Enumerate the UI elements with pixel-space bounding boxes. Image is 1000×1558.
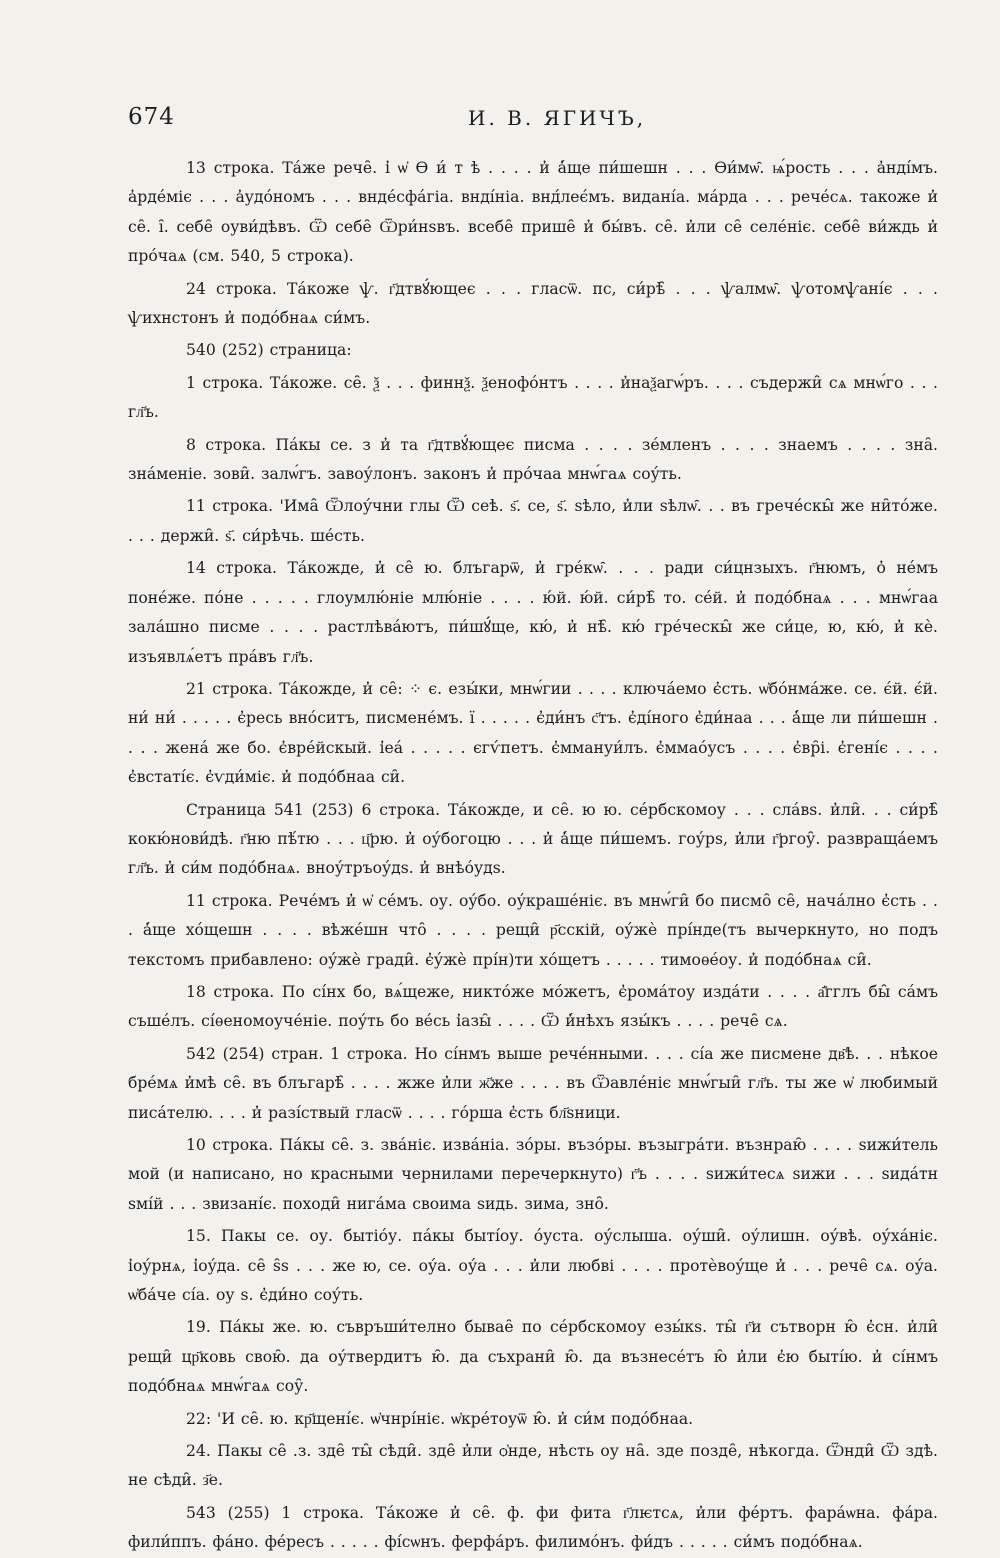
paragraph: 1 строка. Та́коже. се̑. ѯ . . . финнѯ. ѯенофо́нтъ . . . . и̓наѯагѡ́ръ. . . . съдержи̑ сѧ мнѡ́го . . . гл҃ъ. [128, 373, 938, 422]
paragraph: 18 строка. По сі́нх бо, вѧ́щеже, никто́же мо́жетъ, є̓рома́тоу изда́ти . . . . а̓҃гглъ бы̑ са́мъ съше́лъ. сі́ѳеномоуче́ніе. поу́ть бо ве́сь і̓азы̑ . . . . Ѿ и̓́нѣхъ язы́къ . . . . рече̑ сѧ. [128, 982, 938, 1031]
running-head: И. В. ЯГИЧЪ, [468, 106, 647, 130]
paragraph: 11 строка. 'Има̑ Ѿлоу́чни глы Ѿ сеѣ. ѕ҃. се, ѕ҃. ѕѣло, и̓ли ѕѣлѡ̑. . . въ грече́скы̑ же ни̑то́же. . . . держи̑. ѕ҃. си́рѣчь. ше́сть. [128, 497, 938, 545]
page-number: 674 [128, 104, 175, 130]
paragraph: 540 (252) страница: [186, 341, 352, 360]
paragraph: 15. Пакы се. оу. бытіо́у. па́кы быті́оу. о́уста. оу́слыша. оу́ши̑. оу́лишн. оу́вѣ. оу́ха́ніє. і̓оу́рнѧ, і̓оу́да. се̑ ѕ̑ѕ . . . же ю, се. оу́а. оу́а . . . и̓ли любві . . . . протѐвоу́ще и̓ . . . рече̑ сѧ. оу́а. ѡ̓ба́че сі́а. оу ѕ. є̓ди́но соу́ть. [128, 1227, 938, 1305]
paragraph: 24 строка. Та́коже ѱ. г҃дтвꙋ́ющеє . . . гласѿ. пс, си́рѣ̑ . . . ѱалмѡ̑. ѱотомѱані́є . . . ѱихнстонъ и̓ подо́бнаѧ си́мъ. [128, 279, 938, 328]
paragraph: 19. Па́кы же. ю. съвръши́телно бывае̑ по се́рбскомоу езы́кѕ. ты̑ г҃и сътворн ю̑ є̓сн. и̓ли̑ рещи̑ цр҃ковь свою̑. да оу́твердитъ ю̑. да съхрани̑ ю̑. да възнесе́тъ ю̑ и̓ли є̓ю быті́ю. и̓ сі́нмъ подо́бнаѧ мнѡ́гаѧ соу̑. [128, 1318, 938, 1396]
body-text [128, 154, 938, 1558]
paragraph: 14 строка. Та́кожде, и̓ се̑ ю. блъгарѿ, и̓ гре́кѡ̑. . . . ради си́цнзыхъ. г҃нюмъ, о̓ не́мъ поне́же. по́не . . . . . глоумлю́ніе млю́ніе . . . . ю́й. ю́й. си́рѣ̑ то. се́й. и̓ подо́бнаѧ . . . мнѡ́гаа зала́шно писме . . . . растлѣва́ютъ, пи́шꙋ́ще, кю́, и̓ нѣ̑. кю́ гре́ческы̑ же си́це, ю, кю́, и̓ кѐ. изъявлѧ́етъ пра́въ гл҃ъ. [128, 559, 938, 666]
paragraph: 21 строка. Та́кожде, и̓ се̑: ⁘ є. езы́ки, мнѡ́гии . . . . ключа́емо є̓сть. ѡ̓бо́нма́же. се. є́й. є́й. ни́ ни́ . . . . . є̓ресь вно́ситъ, писмене́мъ. ї . . . . . є̓ди́нъ с҃тъ. є̓ді́ного є̓ди́наа . . . а̓́ще ли пи́шешн . . . . жена́ же бо. є̓вре́йскый. і̓еа́ . . . . . єгѵ́петъ. є̓ммануи́лъ. є̓ммао́усъ . . . . є̓вр̑і. є̓гені́є . . . . є̓встаті́є. є̓ѵди́міє. и̓ подо́бнаа си̑. [128, 679, 938, 787]
paragraph: 10 строка. Па́кы се̑. з. зва́ніє. изва́ніа. зо́ры. възо́ры. възыгра́ти. възнраю̑ . . . . ѕижи́тель мой (и написано, но красными чернилами перечеркнуто) г҃ъ . . . . ѕижи́тесѧ ѕижи . . . ѕида́тн ѕмі́й . . . звизані́є. походи̑ нига́ма своима ѕидь. зима, зно̑. [128, 1136, 938, 1213]
paragraph: 543 (255) 1 строка. Та́коже и̓ се̑. ф. фи фита г҃лѥтсѧ, и̓ли фе́ртъ. фара́ѡна. фа́ра. фили́ппъ. фа́но. фе́ресъ . . . . . фі́сѡнъ. ферфа́ръ. филимо́нъ. фи́дъ . . . . . си́мъ подо́бнаѧ. [128, 1503, 938, 1552]
paragraph: 22: 'И се̑. ю. кр҃щені́є. ѡ̓чнрі́ніє. ѡ̓кре́тоуѿ ю̑. и̓ си́м подо́бнаа. [186, 1409, 694, 1428]
paragraph: 13 строка. Та́же рече̑. і̓ ѡ̓ Ѳ и́ т ѣ . . . . и̓ а̓́ще пи́шешн . . . Ѳи́мѡ̑. ѩ́рость . . . а̓нді́мъ. а̓рде́міє . . . а̓удо́номъ . . . внде́сфа́гіа. внді́ніа. внд́леє́мъ. видані́а. ма́рда . . . рече́сѧ. такоже и̓ се̑. і̑. себе̑ оуви́дѣвъ. Ѿ себе̑ Ѿри́нѕвъ. всебе̑ прише̑ и̓ бы́въ. се̑. и̓ли се̑ селе́ніє. себе̑ ви́ждь и̓ про́чаѧ (см. 540, 5 строка). [128, 159, 938, 266]
paragraph: 24. Пакы се̑ .з. зде̑ ты̑ сѣди̑. зде̑ и̓ли ѻ̓нде, нѣсть оу на̑. зде позде̑, нѣкогда. Ѿнди̑ Ѿ здѣ. не сѣди̑. з҃е. [128, 1442, 938, 1490]
page-header [128, 100, 938, 142]
paragraph: 8 строка. Па́кы се. з и̓ та г҃дтвꙋ́ющеє писма . . . . зе́мленъ . . . . знаемъ . . . . зна̑. зна́меніе. зови̑. залѡ́гъ. завоу́лонъ. законъ и̓ про́чаа мнѡ́гаѧ соу́ть. [128, 435, 938, 484]
paragraph: Страница 541 (253) 6 строка. Та́кожде, и се̑. ю ю. се́рбскомоу . . . сла́вѕ. и̓ли̑. . . си́рѣ̑ кокю́нови́дѣ. г҃ню пѣ́тю . . . ц҃рю. и̓ оу́богоцю . . . и̓ а̓́ще пи́шемъ. гоу́рѕ, и̓ли г҃ргоу̑. развраща́емъ гл҃ъ. и̓ си́м подо́бнаѧ. вноу́тръоу́дѕ. и̓ внѣо́удѕ. [128, 800, 938, 878]
paragraph: 542 (254) стран. 1 строка. Но сі́нмъ выше рече́нными. . . . сі́а же писмене дв҃ѣ. . . нѣкое бре́мѧ и̓мѣ се̑. въ блъгарѣ̑ . . . . жже и̓ли ж҃же . . . . въ Ѿавле́ніє мнѡ́гыи̑ гл҃ъ. ты же ѡ̓ любимый писа́телю. . . . и̓ разі́ствый гласѿ . . . . го́рша є̓сть бл҃ѕници. [128, 1044, 938, 1122]
paragraph: 11 строка. Рече́мъ и̓ ѡ̓ се́мъ. оу. оу́бо. оу́краше́ніє. въ мнѡ́ги̑ бо писмо̑ се̑, нача́лно є̓сть . . . а̓́ще хо́щешн . . . . вѣже́шн что̑ . . . . рещи̑ р҃сскій, оу́жѐ прі́нде(тъ вычеркнуто, но подъ текстомъ прибавлено: оу́жѐ гради̑. є̓у́жѐ прі́н)ти хо́щетъ . . . . . тимоѳе́оу. и̓ подо́бнаѧ си̑. [128, 891, 938, 969]
